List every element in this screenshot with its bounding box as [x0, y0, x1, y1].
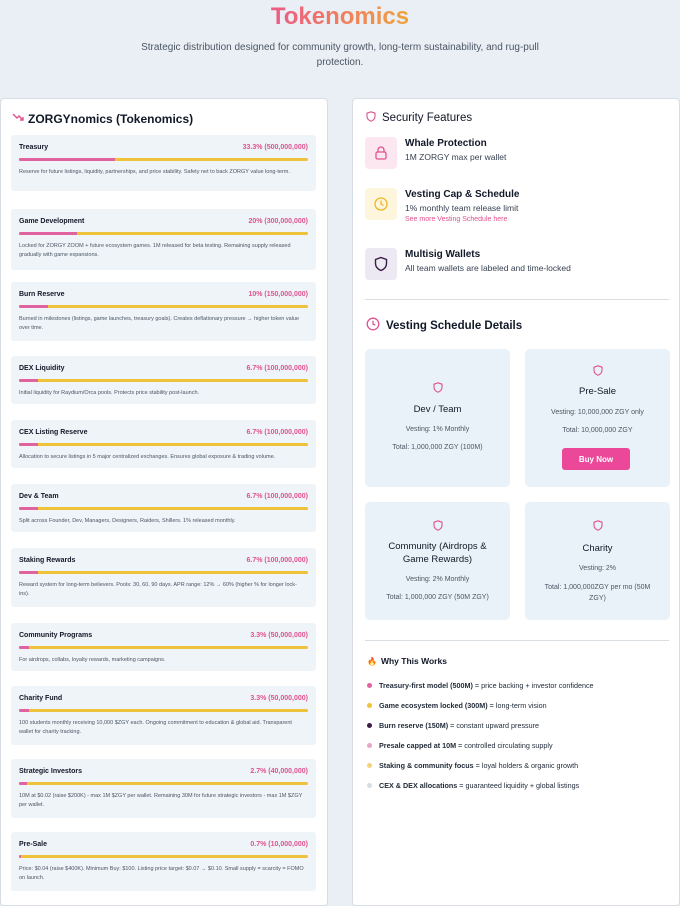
vesting-card-total: Total: 1,000,000 ZGY (100M) — [392, 444, 483, 451]
shield-icon — [525, 520, 670, 531]
vesting-card-name: Dev / Team — [413, 404, 462, 415]
bullet-dot — [367, 683, 372, 688]
allocation-card — [11, 759, 316, 818]
vesting-card-name: Pre-Sale — [579, 386, 616, 397]
allocation-percent: 33.3% (500,000,000) — [242, 144, 308, 151]
why-item — [367, 681, 594, 690]
allocation-name: Dev & Team — [19, 493, 59, 500]
why-item-text: Staking & community focus = loyal holders & organic growth — [379, 761, 579, 770]
allocation-bar-fill — [19, 709, 29, 712]
allocation-percent: 6.7% (100,000,000) — [246, 429, 308, 436]
allocation-bar — [19, 379, 308, 382]
vesting-card-total: Total: 1,000,000ZGY per mo (50M ZGY) — [544, 584, 651, 602]
feature-multisig-wallets — [365, 248, 665, 282]
vesting-card-charity — [525, 502, 670, 620]
allocation-bar-fill — [19, 782, 27, 785]
allocation-bar — [19, 782, 308, 785]
feature-whale-protection — [365, 137, 665, 171]
allocation-card — [11, 548, 316, 607]
allocation-bar-fill — [19, 232, 77, 235]
fire-icon: 🔥 — [367, 656, 377, 666]
feature-title: Whale Protection — [405, 138, 487, 149]
allocation-percent: 0.7% (10,000,000) — [250, 841, 308, 848]
allocation-description: For airdrops, collabs, loyalty rewards, marketing campaigns. — [19, 657, 166, 663]
allocation-card — [11, 135, 316, 191]
page-header — [0, 0, 680, 98]
allocation-bar-fill — [19, 379, 38, 382]
tokenomics-panel — [0, 98, 328, 906]
feature-title: Multisig Wallets — [405, 249, 481, 260]
allocation-name: Game Development — [19, 218, 85, 225]
trend-down-icon — [12, 111, 24, 126]
allocation-card — [11, 832, 316, 891]
allocation-description: 100 students monthly receiving 10,000 $ZGY each. Ongoing commitment to education & global aid. Transparent wallet for charity tracking. — [19, 720, 292, 735]
why-item-text: Treasury-first model (500M) = price backing + investor confidence — [379, 681, 594, 690]
buy-now-button[interactable]: Buy Now — [562, 448, 630, 470]
divider — [365, 299, 669, 300]
vesting-card-rate: Vesting: 1% Monthly — [405, 426, 470, 433]
allocation-name: DEX Liquidity — [19, 365, 65, 372]
vesting-card-presale — [525, 349, 670, 487]
bullet-dot — [367, 703, 372, 708]
why-item — [367, 741, 553, 750]
allocation-name: Burn Reserve — [19, 291, 65, 298]
divider — [365, 640, 669, 641]
why-item-text: CEX & DEX allocations = guaranteed liquidity + global listings — [379, 781, 580, 790]
allocation-description: Burned in milestones (listings, game launches, treasury goals). Creates deflationary pressure → higher token value over time. — [19, 316, 300, 331]
allocation-bar — [19, 158, 308, 161]
shield-icon — [365, 382, 510, 393]
vesting-card-total: Total: 10,000,000 ZGY — [562, 427, 633, 434]
feature-description: 1% monthly team release limit — [405, 203, 519, 213]
why-item — [367, 781, 579, 790]
allocation-bar-fill — [19, 443, 38, 446]
vesting-card-dev-team — [365, 349, 510, 487]
allocation-card — [11, 282, 316, 341]
allocation-percent: 6.7% (100,000,000) — [246, 493, 308, 500]
allocation-name: Staking Rewards — [19, 557, 76, 564]
allocation-percent: 6.7% (100,000,000) — [246, 365, 308, 372]
allocation-bar-fill — [19, 507, 38, 510]
allocation-bar — [19, 443, 308, 446]
allocation-bar — [19, 855, 308, 858]
allocation-name: Community Programs — [19, 632, 93, 639]
shield-icon — [366, 111, 376, 125]
allocation-name: CEX Listing Reserve — [19, 429, 88, 436]
allocation-name: Charity Fund — [19, 695, 63, 702]
allocation-percent: 6.7% (100,000,000) — [246, 557, 308, 564]
allocation-description: 10M at $0.02 (raise $200K) - max 1M $ZGY per wallet. Remaining 30M for future strategic investors - max 1M $ZGY per wallet. — [19, 793, 303, 808]
allocation-bar-fill — [19, 646, 29, 649]
allocation-bar — [19, 507, 308, 510]
allocation-percent: 3.3% (50,000,000) — [250, 695, 308, 702]
security-panel — [352, 98, 680, 906]
allocation-bar — [19, 305, 308, 308]
allocation-description: Split across Founder, Dev, Managers, Designers, Raiders, Shillers. 1% released monthly. — [19, 518, 236, 524]
allocation-description: Initial liquidity for Raydium/Orca pools. Protects price stability post-launch. — [19, 390, 200, 396]
bullet-dot — [367, 723, 372, 728]
feature-vesting-cap — [365, 188, 665, 222]
lock-icon — [365, 137, 397, 169]
allocation-card — [11, 484, 316, 532]
vesting-card-community — [365, 502, 510, 620]
why-item-text: Burn reserve (150M) = constant upward pressure — [379, 721, 540, 730]
allocation-description: Reserve for future listings, liquidity, partnerships, and price stability. Safety net to back ZORGY value long-term. — [19, 169, 290, 175]
allocation-card — [11, 356, 316, 404]
vesting-card-total: Total: 1,000,000 ZGY (50M ZGY) — [386, 594, 489, 601]
shield-icon — [365, 248, 397, 280]
why-item — [367, 701, 547, 710]
vesting-title-text: Vesting Schedule Details — [386, 319, 523, 332]
allocation-percent: 20% (300,000,000) — [248, 218, 308, 225]
allocation-card — [11, 686, 316, 745]
allocation-name: Treasury — [19, 144, 49, 151]
tokenomics-title — [12, 111, 193, 126]
bullet-dot — [367, 783, 372, 788]
allocation-percent: 2.7% (40,000,000) — [250, 768, 308, 775]
allocation-description: Price: $0.04 (raise $400K). Minimum Buy: $100. Listing price target: $0.07 → $0.10. Small supply = scarcity = FOMO on launch. — [19, 866, 304, 881]
allocation-name: Strategic Investors — [19, 768, 83, 775]
allocation-bar — [19, 709, 308, 712]
page-title: Tokenomics — [0, 3, 680, 31]
allocation-percent: 10% (150,000,000) — [248, 291, 308, 298]
shield-icon — [365, 520, 510, 531]
vesting-title — [366, 317, 522, 334]
vesting-card-rate: Vesting: 10,000,000 ZGY only — [551, 409, 644, 416]
allocation-bar-fill — [19, 158, 115, 161]
vesting-card-rate: Vesting: 2% — [579, 565, 616, 572]
why-item-text: Presale capped at 10M = controlled circulating supply — [379, 741, 553, 750]
vesting-card-name: Charity — [582, 543, 613, 554]
why-title-text: Why This Works — [380, 656, 447, 666]
clock-icon — [366, 317, 380, 334]
why-title — [367, 656, 447, 666]
allocation-bar-fill — [19, 305, 48, 308]
why-item-text: Game ecosystem locked (300M) = long-term vision — [379, 701, 547, 710]
vesting-schedule-link[interactable]: See more Vesting Schedule here — [405, 216, 508, 223]
security-title-text: Security Features — [382, 112, 473, 124]
allocation-description: Allocation to secure listings in 5 major centralized exchanges. Ensures global exposure & trading volume. — [19, 454, 276, 460]
allocation-card — [11, 209, 316, 270]
shield-icon — [525, 365, 670, 376]
allocation-description: Locked for ZORGY ZOOM + future ecosystem games. 1M released for beta testing. Remaining supply released gradually with game expansions. — [19, 243, 291, 258]
clock-icon — [365, 188, 397, 220]
bullet-dot — [367, 743, 372, 748]
allocation-card — [11, 623, 316, 671]
feature-description: All team wallets are labeled and time-locked — [405, 263, 571, 273]
allocation-description: Reward system for long-term believers. Pools: 30, 60, 90 days. APR range: 12% → 60% (higher % for longer lock-ins). — [19, 582, 297, 597]
page-subtitle: Strategic distribution designed for community growth, long-term sustainability, and rug-pull protection. — [141, 42, 539, 68]
feature-description: 1M ZORGY max per wallet — [405, 152, 507, 162]
allocation-bar — [19, 646, 308, 649]
allocation-bar-fill — [19, 855, 21, 858]
allocation-bar — [19, 571, 308, 574]
why-item — [367, 761, 578, 770]
allocation-bar-fill — [19, 571, 38, 574]
vesting-card-rate: Vesting: 2% Monthly — [405, 576, 470, 583]
tokenomics-title-text: ZORGYnomics (Tokenomics) — [28, 111, 194, 126]
security-title — [366, 111, 472, 125]
feature-title: Vesting Cap & Schedule — [405, 189, 520, 200]
allocation-name: Pre-Sale — [19, 841, 48, 848]
allocation-bar — [19, 232, 308, 235]
vesting-card-name: Community (Airdrops & Game Rewards) — [388, 541, 487, 565]
bullet-dot — [367, 763, 372, 768]
allocation-card — [11, 420, 316, 468]
why-item — [367, 721, 539, 730]
allocation-percent: 3.3% (50,000,000) — [250, 632, 308, 639]
